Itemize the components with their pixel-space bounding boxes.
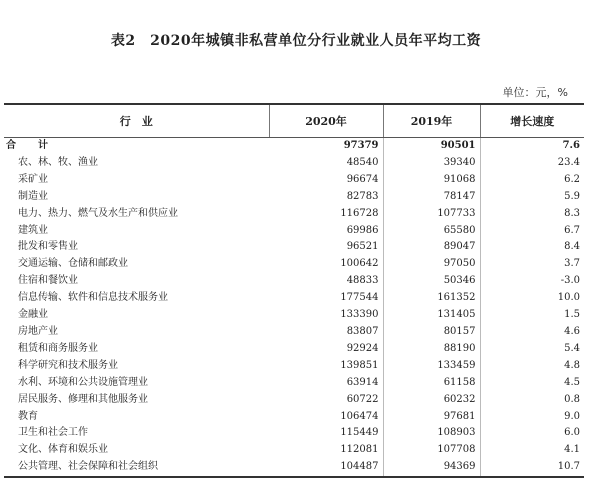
header-2019: 2019年: [383, 104, 480, 138]
table-row: [4, 409, 584, 426]
industry-cell: 房地产业: [18, 325, 58, 337]
industry-cell: 住宿和餐饮业: [18, 275, 78, 287]
wage-2019-cell: 108903: [383, 425, 480, 442]
table-title: 表2 2020年城镇非私营单位分行业就业人员年平均工资: [110, 33, 482, 49]
table-row: [4, 172, 584, 189]
industry-cell: 水利、环境和公共设施管理业: [18, 376, 148, 388]
wage-2019-cell: 107708: [383, 442, 480, 459]
growth-rate-cell: 7.6: [562, 140, 580, 151]
growth-rate-cell: 4.1: [564, 444, 580, 456]
growth-rate-cell: 6.2: [564, 173, 580, 185]
table-row: [4, 256, 584, 273]
wage-2019-cell: 161352: [383, 290, 480, 307]
wage-2020-cell: 48833: [269, 273, 383, 290]
wage-2019-cell: 60232: [383, 392, 480, 409]
growth-rate-cell: 4.8: [564, 359, 580, 371]
wage-2020-cell: 82783: [269, 189, 383, 206]
industry-cell: 交通运输、仓储和邮政业: [18, 258, 128, 270]
wage-2020-cell: 139851: [269, 358, 383, 375]
header-industry: 行 业: [4, 104, 269, 138]
industry-cell: 合 计: [6, 140, 54, 151]
table-row: [4, 223, 584, 240]
industry-cell: 金融业: [18, 309, 48, 321]
industry-cell: 公共管理、社会保障和社会组织: [4, 459, 269, 477]
table-row: [4, 459, 584, 477]
table-row: [4, 189, 584, 206]
header-row: [4, 104, 584, 138]
wage-2019-cell: 91068: [383, 172, 480, 189]
growth-rate-cell: 0.8: [564, 393, 580, 405]
wage-2019-cell: 107733: [383, 206, 480, 223]
wage-2019-cell: 97050: [383, 256, 480, 273]
table-row: [4, 392, 584, 409]
wage-2019-cell: 78147: [383, 189, 480, 206]
wage-2019-cell: 89047: [383, 239, 480, 256]
industry-cell: 文化、体育和娱乐业: [18, 444, 108, 456]
wage-2020-cell: 97379: [269, 138, 383, 155]
table-row: [4, 155, 584, 172]
total-row: [4, 138, 584, 155]
wage-2020-cell: 83807: [269, 324, 383, 341]
wage-2019-cell: 80157: [383, 324, 480, 341]
growth-rate-cell: 1.5: [564, 309, 580, 321]
unit-note: 单位：元，%: [502, 86, 568, 99]
industry-cell: 采矿业: [18, 173, 48, 185]
industry-cell: 电力、热力、燃气及水生产和供应业: [18, 207, 178, 219]
table-row: [4, 375, 584, 392]
table-row: [4, 425, 584, 442]
wage-2020-cell: 96521: [269, 239, 383, 256]
wage-2019-cell: 61158: [383, 375, 480, 392]
wage-2019-cell: 39340: [383, 155, 480, 172]
wage-2020-cell: 100642: [269, 256, 383, 273]
wage-2019-cell: 88190: [383, 341, 480, 358]
table-row: [4, 442, 584, 459]
growth-rate-cell: 4.5: [564, 376, 580, 388]
growth-rate-cell: 10.0: [557, 292, 580, 304]
wage-2020-cell: 92924: [269, 341, 383, 358]
growth-rate-cell: 8.4: [564, 241, 580, 253]
table-row: [4, 324, 584, 341]
wage-2020-cell: 106474: [269, 409, 383, 426]
table-row: [4, 290, 584, 307]
industry-cell: 教育: [18, 410, 38, 422]
wage-2019-cell: 97681: [383, 409, 480, 426]
wage-2020-cell: 104487: [269, 459, 383, 477]
header-growth: 增长速度: [480, 104, 584, 138]
growth-rate-cell: -3.0: [560, 275, 580, 287]
wage-2020-cell: 133390: [269, 307, 383, 324]
wage-2020-cell: 96674: [269, 172, 383, 189]
table-row: [4, 358, 584, 375]
growth-rate-cell: 8.3: [564, 207, 580, 219]
wage-2020-cell: 69986: [269, 223, 383, 240]
wage-2020-cell: 116728: [269, 206, 383, 223]
wage-2020-cell: 48540: [269, 155, 383, 172]
wage-2020-cell: 115449: [269, 425, 383, 442]
growth-rate-cell: 3.7: [564, 258, 580, 270]
industry-cell: 信息传输、软件和信息技术服务业: [18, 292, 168, 304]
wage-2019-cell: 131405: [383, 307, 480, 324]
growth-rate-cell: 6.0: [564, 427, 580, 439]
industry-cell: 卫生和社会工作: [18, 427, 88, 439]
wage-2019-cell: 65580: [383, 223, 480, 240]
table-row: [4, 239, 584, 256]
wage-2020-cell: 177544: [269, 290, 383, 307]
growth-rate-cell: 23.4: [557, 156, 580, 168]
growth-rate-cell: 10.7: [480, 459, 584, 477]
wage-2020-cell: 63914: [269, 375, 383, 392]
wage-table: [4, 103, 584, 478]
industry-cell: 建筑业: [18, 224, 48, 236]
table-row: [4, 273, 584, 290]
wage-2019-cell: 133459: [383, 358, 480, 375]
wage-2020-cell: 60722: [269, 392, 383, 409]
table-row: [4, 341, 584, 358]
wage-2019-cell: 50346: [383, 273, 480, 290]
industry-cell: 农、林、牧、渔业: [18, 156, 98, 168]
industry-cell: 居民服务、修理和其他服务业: [18, 393, 148, 405]
industry-cell: 批发和零售业: [18, 241, 78, 253]
header-2020: 2020年: [269, 104, 383, 138]
wage-2019-cell: 90501: [383, 138, 480, 155]
table-row: [4, 307, 584, 324]
growth-rate-cell: 9.0: [564, 410, 580, 422]
growth-rate-cell: 6.7: [564, 224, 580, 236]
table-row: [4, 206, 584, 223]
industry-cell: 制造业: [18, 190, 48, 202]
growth-rate-cell: 5.9: [564, 190, 580, 202]
wage-2020-cell: 112081: [269, 442, 383, 459]
growth-rate-cell: 4.6: [564, 325, 580, 337]
industry-cell: 科学研究和技术服务业: [18, 359, 118, 371]
wage-2019-cell: 94369: [383, 459, 480, 477]
industry-cell: 租赁和商务服务业: [18, 342, 98, 354]
growth-rate-cell: 5.4: [564, 342, 580, 354]
